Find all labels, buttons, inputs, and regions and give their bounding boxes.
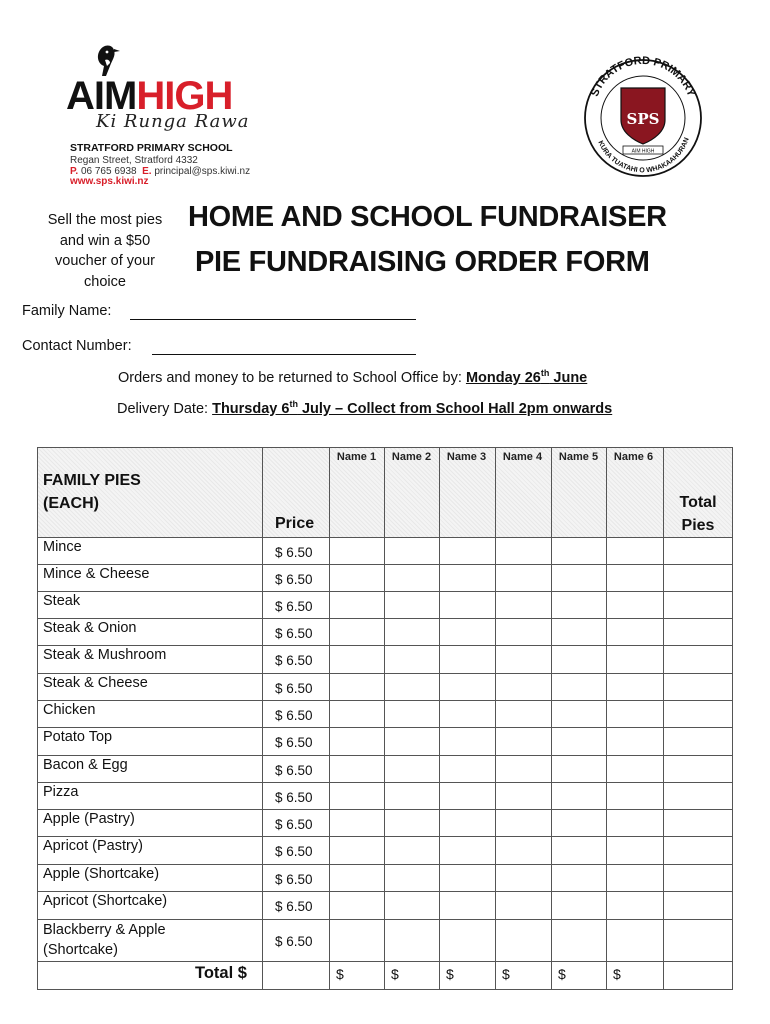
pie-name-cell: Pizza [43,783,79,800]
total-pies-cell[interactable] [664,783,732,808]
pie-name-cell: Potato Top [43,729,113,745]
quantity-cell-name-1[interactable] [330,728,383,754]
quantity-cell-name-3[interactable] [440,920,494,960]
quantity-cell-name-3[interactable] [440,865,494,890]
quantity-cell-name-3[interactable] [440,837,494,863]
quantity-cell-name-5[interactable] [552,565,605,590]
bird-logo-icon [76,44,136,78]
contact-number-label: Contact Number: [22,338,132,354]
quantity-cell-name-6[interactable] [607,892,662,918]
pie-name-cell: Mince [43,538,82,555]
total-pies-cell[interactable] [664,565,732,590]
quantity-cell-name-3[interactable] [440,756,494,781]
quantity-cell-name-3[interactable] [440,810,494,835]
name-1-header: Name 1 [336,451,377,463]
order-table [37,447,733,990]
quantity-cell-name-5[interactable] [552,837,605,863]
total-pies-cell[interactable] [664,756,732,781]
crest-top-text: STRATFORD PRIMARY [588,54,698,99]
quantity-cell-name-1[interactable] [330,619,383,644]
row-divider [37,447,733,448]
quantity-cell-name-3[interactable] [440,592,494,617]
quantity-cell-name-5[interactable] [552,619,605,644]
quantity-cell-name-5[interactable] [552,810,605,835]
quantity-cell-name-4[interactable] [496,538,550,563]
quantity-cell-name-2[interactable] [385,701,438,726]
quantity-cell-name-5[interactable] [552,674,605,699]
quantity-cell-name-2[interactable] [385,728,438,754]
quantity-cell-name-4[interactable] [496,892,550,918]
pie-price-cell: $ 6.50 [275,571,313,587]
name-3-header: Name 3 [446,451,487,463]
promo-text: Sell the most pies and win a $50 voucher of your choice [47,212,163,290]
total-dollar-name-1[interactable]: $ [336,966,344,982]
quantity-cell-name-2[interactable] [385,756,438,781]
family-name-field[interactable] [22,303,111,319]
quantity-cell-name-3[interactable] [440,674,494,699]
quantity-cell-name-2[interactable] [385,619,438,644]
quantity-cell-name-3[interactable] [440,728,494,754]
quantity-cell-name-2[interactable] [385,783,438,808]
quantity-cell-name-6[interactable] [607,538,662,563]
quantity-cell-name-3[interactable] [440,538,494,563]
quantity-cell-name-6[interactable] [607,810,662,835]
page-title: HOME AND SCHOOL FUNDRAISER [188,201,667,233]
quantity-cell-name-2[interactable] [385,592,438,617]
quantity-cell-name-6[interactable] [607,837,662,863]
logo-tagline: Ki Runga Rawa [96,111,250,132]
total-label: Total $ [195,964,247,982]
crest-monogram: SPS [626,110,660,128]
quantity-cell-name-1[interactable] [330,674,383,699]
quantity-cell-name-4[interactable] [496,783,550,808]
quantity-cell-name-5[interactable] [552,728,605,754]
pie-price-cell: $ 6.50 [275,544,313,560]
row-divider [37,989,733,990]
orders-deadline-text: Orders and money to be returned to School Office by: Monday 26th June [118,368,588,386]
family-name-label: Family Name: [22,303,112,319]
total-pies-cell[interactable] [664,892,732,918]
quantity-cell-name-2[interactable] [385,674,438,699]
quantity-cell-name-1[interactable] [330,865,383,890]
quantity-cell-name-5[interactable] [552,892,605,918]
quantity-cell-name-2[interactable] [385,920,438,960]
quantity-cell-name-5[interactable] [552,920,605,960]
pie-price-cell: $ 6.50 [275,762,313,778]
name-2-header: Name 2 [391,451,432,463]
quantity-cell-name-1[interactable] [330,783,383,808]
quantity-cell-name-6[interactable] [607,865,662,890]
pie-name-cell: Bacon & Egg [43,756,128,773]
quantity-cell-name-5[interactable] [552,646,605,672]
quantity-cell-name-6[interactable] [607,592,662,617]
pie-name-cell: Mince & Cheese [43,565,150,582]
column-divider [262,447,263,990]
quantity-cell-name-2[interactable] [385,892,438,918]
family-name-line[interactable] [130,319,416,320]
crest-banner: AIM HIGH [631,148,655,155]
quantity-cell-name-6[interactable] [607,646,662,672]
pie-price-cell: $ 6.50 [275,707,313,723]
pie-name-cell: Apricot (Pastry) [43,838,143,854]
quantity-cell-name-4[interactable] [496,565,550,590]
total-pies-cell[interactable] [664,810,732,835]
row-divider [37,961,733,962]
crest-icon [583,50,703,190]
name-5-header: Name 5 [558,451,599,463]
total-pies-cell[interactable] [664,837,732,863]
school-name: STRATFORD PRIMARY SCHOOL [70,142,233,154]
school-logo [66,44,296,194]
quantity-cell-name-4[interactable] [496,756,550,781]
quantity-cell-name-5[interactable] [552,538,605,563]
page-subtitle: PIE FUNDRAISING ORDER FORM [195,246,650,278]
quantity-cell-name-4[interactable] [496,701,550,726]
quantity-cell-name-3[interactable] [440,619,494,644]
quantity-cell-name-6[interactable] [607,920,662,960]
pie-price-cell: $ 6.50 [275,680,313,696]
pie-price-cell: $ 6.50 [275,789,313,805]
crest-bottom-text: KURA TUATAHI O WHAKAAHURAN [596,136,691,175]
pie-price-cell: $ 6.50 [275,816,313,832]
brand-wordmark: AIMHIGH [66,74,233,118]
pie-name-cell: Apple (Shortcake) [43,865,160,882]
quantity-cell-name-2[interactable] [385,865,438,890]
total-dollar-name-3[interactable]: $ [446,966,454,982]
total-dollar-name-4[interactable]: $ [502,966,510,982]
quantity-cell-name-6[interactable] [607,674,662,699]
quantity-cell-name-1[interactable] [330,756,383,781]
quantity-cell-name-1[interactable] [330,565,383,590]
column-divider [37,447,38,990]
pie-name-cell: Apple (Pastry) [43,810,135,827]
school-crest [583,50,703,190]
quantity-cell-name-6[interactable] [607,756,662,781]
total-dollar-name-5[interactable]: $ [558,966,566,982]
pie-price-cell: $ 6.50 [275,934,313,949]
quantity-cell-name-4[interactable] [496,865,550,890]
quantity-cell-name-5[interactable] [552,701,605,726]
quantity-cell-name-5[interactable] [552,592,605,617]
quantity-cell-name-4[interactable] [496,920,550,960]
contact-number-field[interactable] [22,338,132,354]
quantity-cell-name-3[interactable] [440,783,494,808]
quantity-cell-name-3[interactable] [440,646,494,672]
quantity-cell-name-2[interactable] [385,646,438,672]
total-pies-cell[interactable] [664,728,732,754]
quantity-cell-name-1[interactable] [330,892,383,918]
quantity-cell-name-4[interactable] [496,619,550,644]
quantity-cell-name-2[interactable] [385,837,438,863]
quantity-cell-name-4[interactable] [496,674,550,699]
total-pies-cell[interactable] [664,592,732,617]
pie-price-cell: $ 6.50 [275,598,313,614]
quantity-cell-name-1[interactable] [330,837,383,863]
quantity-cell-name-4[interactable] [496,810,550,835]
quantity-cell-name-5[interactable] [552,756,605,781]
quantity-cell-name-1[interactable] [330,701,383,726]
pie-price-cell: $ 6.50 [275,844,313,859]
quantity-cell-name-6[interactable] [607,783,662,808]
price-header: Price [275,515,315,532]
quantity-cell-name-4[interactable] [496,592,550,617]
quantity-cell-name-5[interactable] [552,865,605,890]
total-pies-cell[interactable] [664,619,732,644]
total-pies-cell[interactable] [664,701,732,726]
quantity-cell-name-1[interactable] [330,920,383,960]
total-dollar-name-2[interactable]: $ [391,966,399,982]
quantity-cell-name-6[interactable] [607,565,662,590]
quantity-cell-name-2[interactable] [385,565,438,590]
total-pies-cell[interactable] [664,865,732,890]
quantity-cell-name-4[interactable] [496,646,550,672]
total-dollar-name-6[interactable]: $ [613,966,621,982]
quantity-cell-name-4[interactable] [496,837,550,863]
quantity-cell-name-2[interactable] [385,810,438,835]
pie-name-cell: Apricot (Shortcake) [43,893,168,909]
quantity-cell-name-6[interactable] [607,728,662,754]
quantity-cell-name-1[interactable] [330,592,383,617]
total-pies-cell[interactable] [664,646,732,672]
school-address: Regan Street, Stratford 4332 [70,155,198,166]
quantity-cell-name-3[interactable] [440,701,494,726]
pie-name-cell: Steak & Cheese [43,674,148,691]
pie-name-cell: Steak & Onion [43,619,137,636]
pie-name-cell: Blackberry & Apple (Shortcake) [43,922,166,958]
pie-name-cell: Chicken [43,701,96,718]
total-pies-cell[interactable] [664,538,732,563]
quantity-cell-name-3[interactable] [440,565,494,590]
school-website: www.sps.kiwi.nz [70,176,149,187]
quantity-cell-name-6[interactable] [607,701,662,726]
delivery-date-text: Delivery Date: Thursday 6th July – Collect from School Hall 2pm onwards [117,399,613,417]
contact-number-line[interactable] [152,354,416,355]
pie-price-cell: $ 6.50 [275,625,313,641]
pie-price-cell: $ 6.50 [275,871,313,887]
quantity-cell-name-1[interactable] [330,538,383,563]
school-contacts: P. 06 765 6938 E. principal@sps.kiwi.nz [70,166,251,177]
quantity-cell-name-2[interactable] [385,538,438,563]
quantity-cell-name-6[interactable] [607,619,662,644]
name-6-header: Name 6 [613,451,654,463]
quantity-cell-name-5[interactable] [552,783,605,808]
name-4-header: Name 4 [502,451,543,463]
total-pies-cell[interactable] [664,920,732,960]
total-pies-header: Total Pies [679,494,717,534]
pie-price-cell: $ 6.50 [275,653,313,668]
section-title: FAMILY PIES (EACH) [43,472,141,512]
quantity-cell-name-1[interactable] [330,646,383,672]
pie-price-cell: $ 6.50 [275,735,313,750]
quantity-cell-name-3[interactable] [440,892,494,918]
pie-price-cell: $ 6.50 [275,899,313,914]
total-pies-cell[interactable] [664,674,732,699]
pie-name-cell: Steak & Mushroom [43,647,167,663]
quantity-cell-name-4[interactable] [496,728,550,754]
quantity-cell-name-1[interactable] [330,810,383,835]
pie-name-cell: Steak [43,592,81,609]
